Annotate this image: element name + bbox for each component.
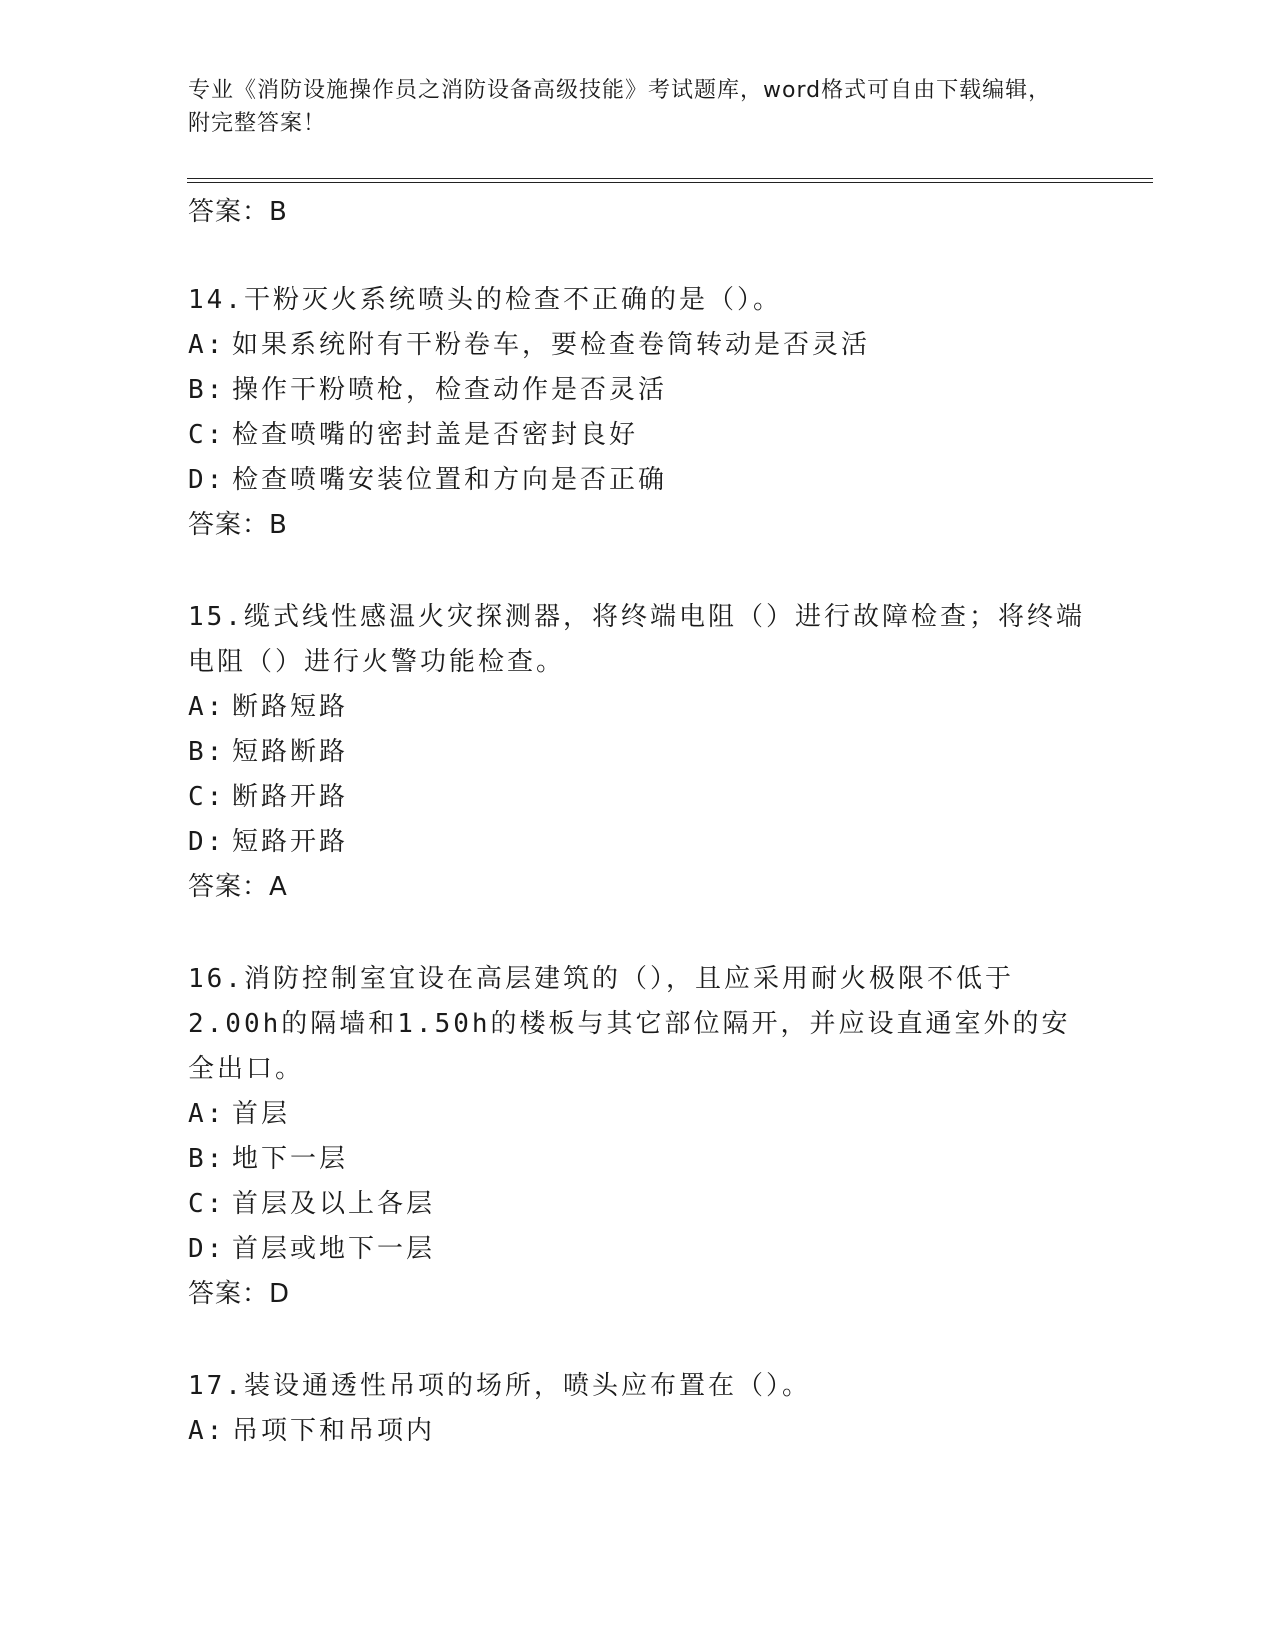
option-text: 首层或地下一层 [232,1234,436,1264]
option-a [188,1092,1088,1137]
option-key: B: [188,737,226,767]
option-text: 首层 [232,1099,291,1129]
question-14 [188,278,1088,547]
option-a [188,1409,1088,1454]
option-text: 检查喷嘴安装位置和方向是否正确 [232,465,668,495]
option-key: A: [188,1416,226,1446]
option-key: C: [188,420,226,450]
option-key: D: [188,827,226,857]
header-divider [187,178,1153,183]
answer: 答案：B [188,510,288,540]
question-stem: 14.干粉灭火系统喷头的检查不正确的是（）。 [188,285,782,315]
question-16 [188,957,1088,1316]
option-a [188,323,1088,368]
option-d [188,458,1088,503]
question-stem: 17.装设通透性吊项的场所，喷头应布置在（）。 [188,1371,811,1401]
question-stem: 15.缆式线性感温火灾探测器，将终端电阻（）进行故障检查；将终端电阻（）进行火警功能检查。 [188,602,1085,677]
option-key: A: [188,1099,226,1129]
option-key: B: [188,375,226,405]
answer: 答案：D [188,1279,291,1309]
question-list [188,190,1088,1454]
option-a [188,685,1088,730]
answer: 答案：A [188,872,288,902]
option-d [188,820,1088,865]
option-text: 地下一层 [232,1144,349,1174]
option-text: 操作干粉喷枪，检查动作是否灵活 [232,375,668,405]
option-key: D: [188,1234,226,1264]
option-key: D: [188,465,226,495]
option-text: 断路短路 [232,692,349,722]
option-d [188,1227,1088,1272]
option-b [188,368,1088,413]
question-15 [188,595,1088,909]
option-text: 检查喷嘴的密封盖是否密封良好 [232,420,639,450]
option-key: C: [188,1189,226,1219]
option-text: 短路开路 [232,827,349,857]
option-key: C: [188,782,226,812]
option-b [188,1137,1088,1182]
previous-answer: 答案：B [188,197,288,227]
option-key: A: [188,330,226,360]
option-text: 首层及以上各层 [232,1189,436,1219]
option-c [188,413,1088,458]
option-text: 短路断路 [232,737,349,767]
option-text: 如果系统附有干粉卷车，要检查卷筒转动是否灵活 [232,330,871,360]
option-c [188,1182,1088,1227]
option-key: A: [188,692,226,722]
question-17 [188,1364,1088,1454]
page-header: 专业《消防设施操作员之消防设备高级技能》考试题库，word格式可自由下载编辑，附完整答案！ [188,78,1052,136]
option-text: 吊项下和吊项内 [232,1416,436,1446]
option-key: B: [188,1144,226,1174]
option-c [188,775,1088,820]
question-stem: 16.消防控制室宜设在高层建筑的（），且应采用耐火极限不低于2.00h的隔墙和1.50h的楼板与其它部位隔开，并应设直通室外的安全出口。 [188,964,1071,1084]
option-b [188,730,1088,775]
option-text: 断路开路 [232,782,349,812]
